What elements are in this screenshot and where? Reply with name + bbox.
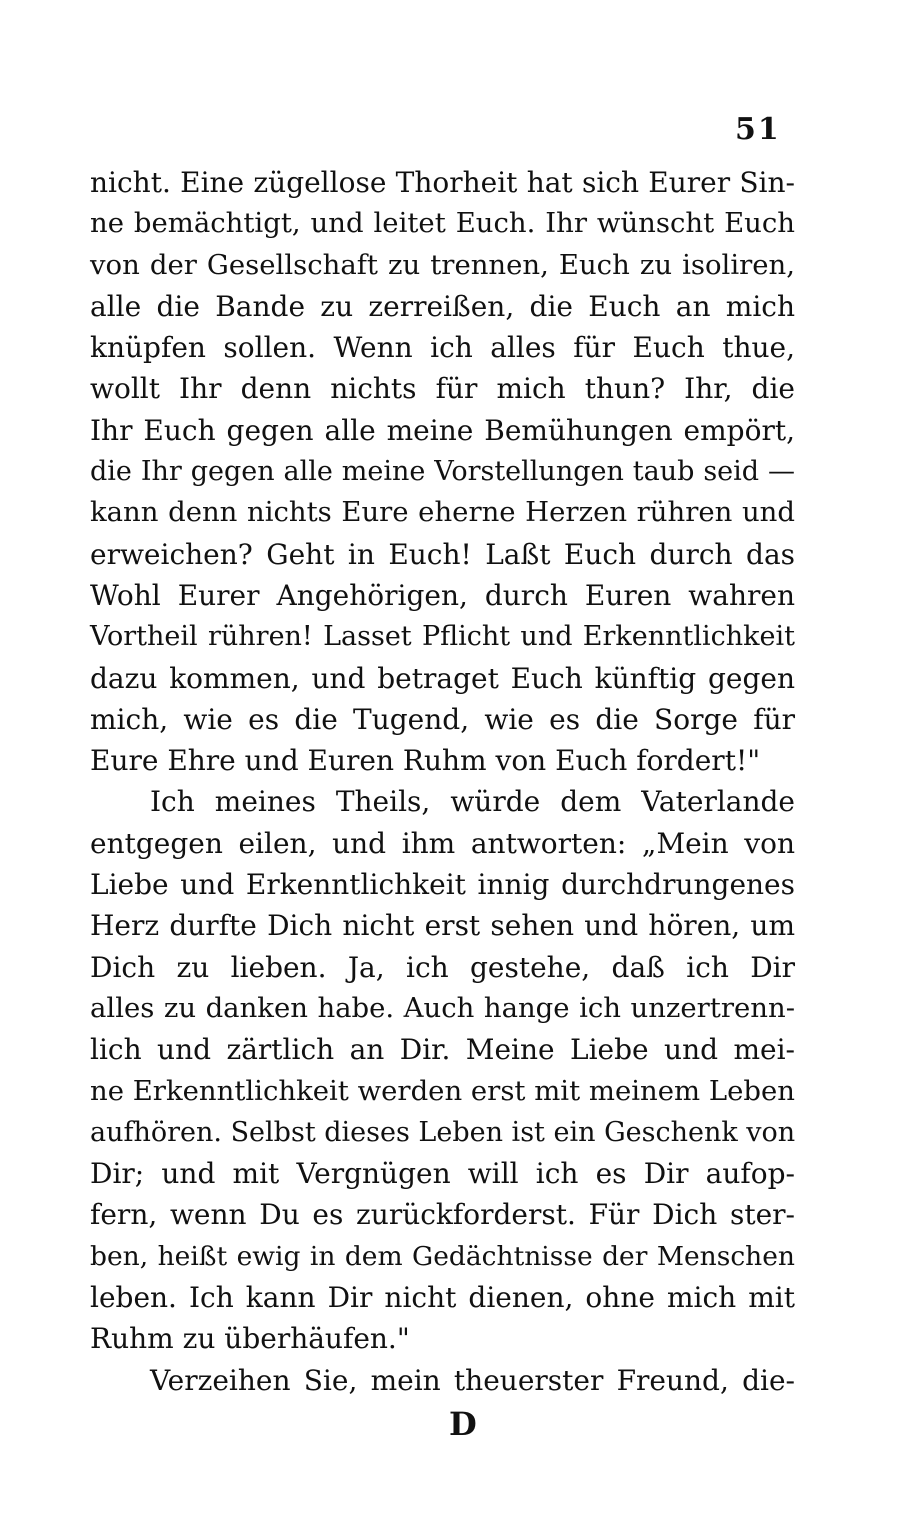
text-line: knüpfen sollen. Wenn ich alles für Euch thue, [90,331,795,365]
text-line: die Ihr gegen alle meine Vorstellungen taub seid — [90,456,795,488]
text-line: Liebe und Erkenntlichkeit innig durchdrungenes [90,868,795,902]
text-line: lich und zärtlich an Dir. Meine Liebe und mei- [90,1033,795,1067]
text-line: leben. Ich kann Dir nicht dienen, ohne mich mit [90,1281,795,1315]
text-line: erweichen? Geht in Euch! Laßt Euch durch das [90,537,795,571]
text-line: Vortheil rühren! Lasset Pflicht und Erkenntlichkeit [90,621,795,653]
text-line: von der Gesellschaft zu trennen, Euch zu isoliren, [90,248,795,281]
text-line: Ruhm zu überhäufen." [90,1322,410,1356]
text-line: nicht. Eine zügellose Thorheit hat sich Eurer Sin- [90,166,795,199]
text-line: entgegen eilen, und ihm antworten: „Mein von [90,826,795,860]
text-line: ben, heißt ewig in dem Gedächtnisse der Menschen [90,1240,795,1272]
text-line: Wohl Eurer Angehörigen, durch Euren wahren [90,578,795,612]
text-line: aufhören. Selbst dieses Leben ist ein Geschenk von [90,1116,796,1148]
text-line: Ich meines Theils, würde dem Vaterlande [150,785,795,819]
text-line: Verzeihen Sie, mein theuerster Freund, die- [150,1363,795,1397]
text-line: Ihr Euch gegen alle meine Bemühungen empört, [90,413,795,447]
body-text [90,162,795,1401]
page-number: 51 [735,112,781,147]
text-line: alles zu danken habe. Auch hange ich unzertrenn- [90,991,795,1024]
text-line: ne Erkenntlichkeit werden erst mit meinem Leben [90,1074,795,1107]
text-line: dazu kommen, und betraget Euch künftig gegen [90,661,795,695]
text-line: Dich zu lieben. Ja, ich gestehe, daß ich Dir [90,950,795,984]
text-line: fern, wenn Du es zurückforderst. Für Dich ster- [90,1198,795,1232]
signature-mark: D [449,1405,477,1443]
text-line: alle die Bande zu zerreißen, die Euch an mich [90,289,795,323]
text-line: kann denn nichts Eure eherne Herzen rühren und [90,496,795,529]
text-line: Eure Ehre und Euren Ruhm von Euch fordert!" [90,744,761,778]
text-line: wollt Ihr denn nichts für mich thun? Ihr, die [90,372,795,406]
text-line: mich, wie es die Tugend, wie es die Sorge für [90,702,795,736]
text-line: Herz durfte Dich nicht erst sehen und hören, um [90,909,795,943]
text-line: Dir; und mit Vergnügen will ich es Dir aufop- [90,1157,795,1191]
text-line: ne bemächtigt, und leitet Euch. Ihr wünscht Euch [90,207,795,240]
